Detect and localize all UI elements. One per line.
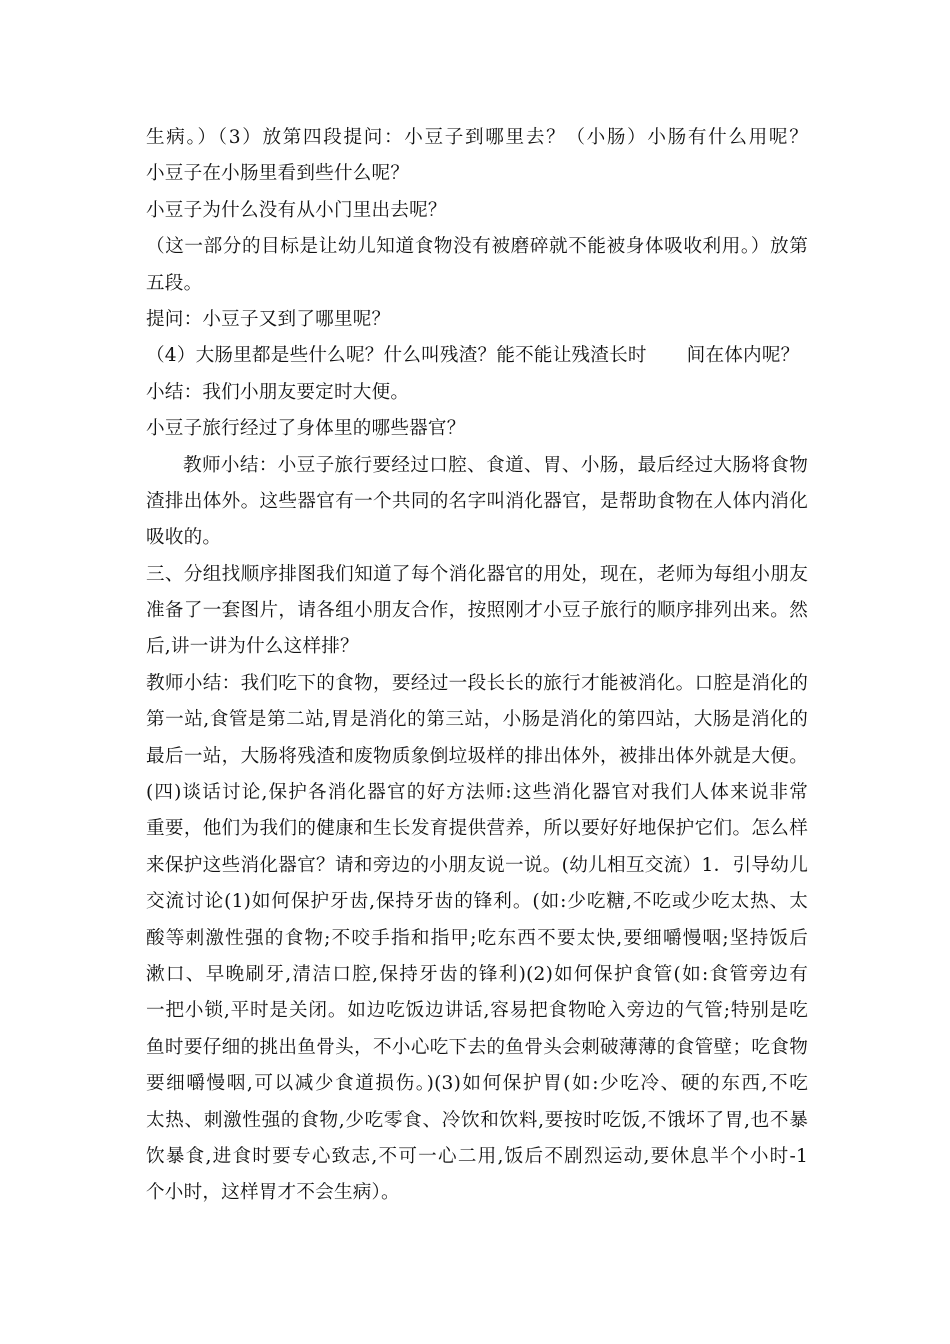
text-line: 提问：小豆子又到了哪里呢？ bbox=[146, 308, 391, 330]
text-line: 漱口、早晚刷牙,清洁口腔,保持牙齿的锋利)(2)如何保护食管(如:食管旁边有 bbox=[146, 963, 808, 985]
text-line: 吸收的。 bbox=[146, 527, 222, 549]
text-line: 渣排出体外。这些器官有一个共同的名字叫消化器官，是帮助食物在人体内消化 bbox=[146, 490, 808, 512]
text-line: 要细嚼慢咽,可以减少食道损伤。)(3)如何保护胃(如:少吃冷、硬的东西,不吃 bbox=[146, 1073, 808, 1095]
text-line: 个小时，这样胃才不会生病）。 bbox=[146, 1182, 400, 1204]
text-line: 交流讨论(1)如何保护牙齿,保持牙齿的锋利。(如:少吃糖,不吃或少吃太热、太 bbox=[146, 891, 808, 913]
text-line: 三、分组找顺序排图我们知道了每个消化器官的用处，现在，老师为每组小朋友 bbox=[146, 563, 808, 585]
text-line: 小豆子在小肠里看到些什么呢？ bbox=[146, 163, 410, 185]
text-line: 准备了一套图片，请各组小朋友合作，按照刚才小豆子旅行的顺序排列出来。然 bbox=[146, 600, 808, 622]
text-line: 一把小锁,平时是关闭。如边吃饭边讲话,容易把食物呛入旁边的气管;特别是吃 bbox=[146, 1000, 808, 1022]
text-line: 饮暴食,进食时要专心致志,不可一心二用,饭后不剧烈运动,要休息半个小时-1 bbox=[146, 1145, 808, 1167]
document-body bbox=[146, 120, 808, 1212]
text-line: 太热、刺激性强的食物,少吃零食、冷饮和饮料,要按时吃饭,不饿坏了胃,也不暴 bbox=[146, 1109, 808, 1131]
text-line: 后,讲一讲为什么这样排？ bbox=[146, 636, 359, 658]
text-line: 最后一站，大肠将残渣和废物质象倒垃圾样的排出体外，被排出体外就是大便。 bbox=[146, 745, 808, 767]
text-line: 五段。 bbox=[146, 272, 203, 294]
text-line: 来保护这些消化器官？请和旁边的小朋友说一说。(幼儿相互交流）1．引导幼儿 bbox=[146, 854, 808, 876]
text-line: 生病。）（3）放第四段提问：小豆子到哪里去？（小肠）小肠有什么用呢？ bbox=[146, 127, 808, 148]
text-line: 小豆子旅行经过了身体里的哪些器官？ bbox=[146, 418, 466, 440]
text-line: (四)谈话讨论,保护各消化器官的好方法师:这些消化器官对我们人体来说非常 bbox=[146, 782, 808, 804]
text-line: 重要，他们为我们的健康和生长发育提供营养，所以要好好地保护它们。怎么样 bbox=[146, 818, 808, 840]
text-line-part: （4）大肠里都是些什么呢？什么叫残渣？能不能让残渣长时 bbox=[146, 345, 647, 367]
text-line: 酸等刺激性强的食物;不咬手指和指甲;吃东西不要太快,要细嚼慢咽;坚持饭后 bbox=[146, 927, 808, 949]
text-line: 小豆子为什么没有从小门里出去呢？ bbox=[146, 199, 447, 221]
text-line: 小结：我们小朋友要定时大便。 bbox=[146, 381, 410, 403]
text-line: 教师小结：小豆子旅行要经过口腔、食道、胃、小肠，最后经过大肠将食物 bbox=[183, 454, 808, 476]
text-line: 教师小结：我们吃下的食物，要经过一段长长的旅行才能被消化。口腔是消化的 bbox=[146, 672, 808, 694]
text-line: 第一站,食管是第二站,胃是消化的第三站，小肠是消化的第四站，大肠是消化的 bbox=[146, 709, 808, 731]
text-line: （这一部分的目标是让幼儿知道食物没有被磨碎就不能被身体吸收利用。）放第 bbox=[146, 236, 808, 258]
text-line: 鱼时要仔细的挑出鱼骨头，不小心吃下去的鱼骨头会刺破薄薄的食管壁；吃食物 bbox=[146, 1036, 808, 1058]
text-line-part: 间在体内呢？ bbox=[686, 345, 800, 367]
text-line-split bbox=[146, 338, 808, 374]
